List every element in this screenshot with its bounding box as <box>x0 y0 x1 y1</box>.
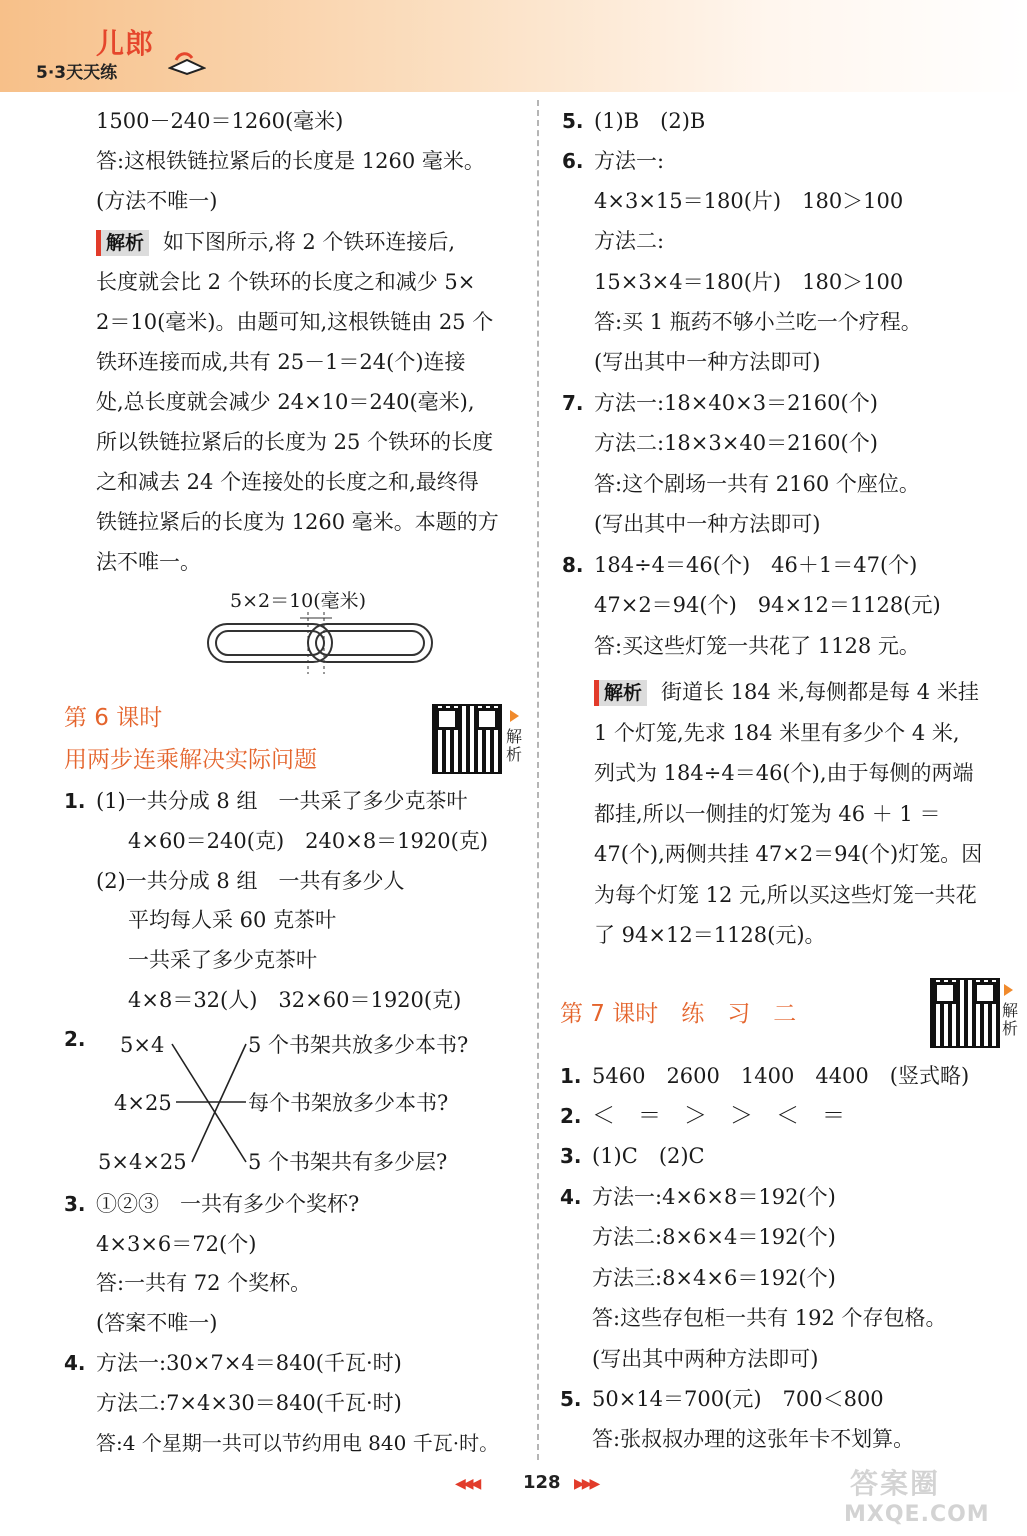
analysis-text: 法不唯一。 <box>96 550 201 574</box>
answer-line: 答:买这些灯笼一共花了 1128 元。 <box>594 634 920 658</box>
question-number: 7. <box>562 391 584 415</box>
answer-line: 4×3×6＝72(个) <box>96 1232 257 1256</box>
answer-line: 方法二: <box>594 229 665 253</box>
question-number: 2. <box>560 1104 582 1128</box>
answer-line: (1)一共分成 8 组 一共采了多少克茶叶 <box>96 789 468 813</box>
match-left-item: 5×4 <box>120 1033 165 1057</box>
question-number: 8. <box>562 553 584 577</box>
answer-line: 4×60＝240(克) 240×8＝1920(克) <box>128 829 489 853</box>
answer-line: 15×3×4＝180(片) 180＞100 <box>594 270 904 294</box>
watermark-url: MXQE.COM <box>844 1502 990 1527</box>
analysis-text: 如下图所示,将 2 个铁环连接后, <box>163 230 456 254</box>
analysis-text: 1 个灯笼,先求 184 米里有多少个 4 米, <box>594 721 960 745</box>
answer-line: 50×14＝700(元) 700＜800 <box>592 1387 884 1411</box>
analysis-text: 处,总长度就会减少 24×10＝240(毫米), <box>96 390 475 414</box>
question-number: 6. <box>562 149 584 173</box>
answer-line: 答:买 1 瓶药不够小兰吃一个疗程。 <box>594 310 922 334</box>
figure-label: 5×2＝10(毫米) <box>230 590 367 612</box>
column-divider <box>537 100 539 1460</box>
answer-line: 方法二:18×3×40＝2160(个) <box>594 431 878 455</box>
question-number: 4. <box>64 1351 86 1375</box>
analysis-text: 47(个),两侧共挂 47×2＝94(个)灯笼。因 <box>594 842 983 866</box>
answer-line: (2)一共分成 8 组 一共有多少人 <box>96 869 405 893</box>
answer-line: 5460 2600 1400 4400 (竖式略) <box>592 1064 970 1088</box>
analysis-tag: 解析 <box>594 680 647 706</box>
qr-label: 解析 <box>506 727 523 764</box>
answer-line: 4×8＝32(人) 32×60＝1920(克) <box>128 988 462 1012</box>
analysis-text: 铁环连接而成,共有 25－1＝24(个)连接 <box>96 350 466 374</box>
analysis-text: 为每个灯笼 12 元,所以买这些灯笼一共花 <box>594 883 977 907</box>
answer-line: 答:4 个星期一共可以节约用电 840 千瓦·时。 <box>96 1431 500 1455</box>
analysis-first-line <box>96 227 455 257</box>
prev-page-arrows[interactable]: ◀◀◀ <box>455 1476 479 1492</box>
answer-line: (答案不唯一) <box>96 1311 218 1335</box>
answer-line: (1)B (2)B <box>594 109 706 133</box>
match-right-item: 5 个书架共放多少本书? <box>248 1033 469 1057</box>
chain-links-figure <box>200 612 440 674</box>
question-number: 1. <box>64 789 86 813</box>
answer-line: 184÷4＝46(个) 46＋1＝47(个) <box>594 553 918 577</box>
analysis-text: 所以铁链拉紧后的长度为 25 个铁环的长度 <box>96 430 494 454</box>
answer-line: (写出其中一种方法即可) <box>594 350 821 374</box>
question-number: 1. <box>560 1064 582 1088</box>
match-left-item: 5×4×25 <box>98 1150 187 1174</box>
lesson-title: 第 7 课时 练 习 二 <box>560 1001 797 1027</box>
answer-line: 方法二:7×4×30＝840(千瓦·时) <box>96 1391 402 1415</box>
lesson-title: 第 6 课时 <box>64 705 163 731</box>
analysis-text: 长度就会比 2 个铁环的长度之和减少 5× <box>96 270 476 294</box>
answer-line: 答:这些存包柜一共有 192 个存包格。 <box>592 1306 947 1330</box>
header-band <box>0 0 1027 92</box>
answer-line: 平均每人采 60 克茶叶 <box>128 908 337 932</box>
analysis-text: 街道长 184 米,每侧都是每 4 米挂 <box>661 680 979 704</box>
match-right-item: 每个书架放多少本书? <box>248 1091 449 1115</box>
text-line: 答:这根铁链拉紧后的长度是 1260 毫米。 <box>96 149 485 173</box>
question-number: 5. <box>562 109 584 133</box>
question-number: 5. <box>560 1387 582 1411</box>
next-page-arrows[interactable]: ▶▶▶ <box>574 1476 598 1492</box>
matching-lines <box>170 1040 250 1170</box>
question-number: 4. <box>560 1185 582 1209</box>
analysis-text: 列式为 184÷4＝46(个),由于每侧的两端 <box>594 761 974 785</box>
text-line: 1500－240＝1260(毫米) <box>96 109 344 133</box>
analysis-text: 之和减去 24 个连接处的长度之和,最终得 <box>96 470 479 494</box>
book-icon <box>168 50 206 76</box>
answer-line: 方法一: <box>594 149 665 173</box>
question-number: 3. <box>64 1192 86 1216</box>
brand-logo: 儿郎 <box>96 27 155 60</box>
match-right-item: 5 个书架共有多少层? <box>248 1150 448 1174</box>
analysis-text: 2＝10(毫米)。由题可知,这根铁链由 25 个 <box>96 310 494 334</box>
play-icon <box>1004 984 1013 996</box>
answer-line: ＜ ＝ ＞ ＞ ＜ ＝ <box>592 1103 845 1129</box>
analysis-text: 了 94×12＝1128(元)。 <box>594 923 826 947</box>
watermark <box>844 1462 1014 1532</box>
analysis-first-line <box>594 677 979 707</box>
analysis-tag: 解析 <box>96 230 149 256</box>
answer-line: 一共采了多少克茶叶 <box>128 948 317 972</box>
analysis-text: 铁链拉紧后的长度为 1260 毫米。本题的方 <box>96 510 499 534</box>
watermark-title: 答案圈 <box>850 1467 941 1500</box>
lesson-subtitle: 用两步连乘解决实际问题 <box>64 747 317 773</box>
answer-line: 方法三:8×4×6＝192(个) <box>592 1266 836 1290</box>
answer-line: (1)C (2)C <box>592 1144 705 1168</box>
qr-code[interactable] <box>930 978 1000 1048</box>
answer-line: 方法一:18×40×3＝2160(个) <box>594 391 878 415</box>
answer-line: 答:一共有 72 个奖杯。 <box>96 1271 312 1295</box>
analysis-text: 都挂,所以一侧挂的灯笼为 46 ＋ 1 ＝ <box>594 802 941 826</box>
answer-line: (写出其中一种方法即可) <box>594 512 821 536</box>
page-number: 128 <box>523 1472 561 1493</box>
answer-line: 47×2＝94(个) 94×12＝1128(元) <box>594 593 941 617</box>
answer-line: 方法一:4×6×8＝192(个) <box>592 1185 836 1209</box>
question-number: 3. <box>560 1144 582 1168</box>
play-icon <box>510 710 519 722</box>
brand-series-name: 5·3天天练 <box>36 63 118 83</box>
qr-label: 解析 <box>1002 1001 1019 1038</box>
answer-line: 4×3×15＝180(片) 180＞100 <box>594 189 904 213</box>
answer-line: ①②③ 一共有多少个奖杯? <box>96 1192 360 1216</box>
answer-line: 方法一:30×7×4＝840(千瓦·时) <box>96 1351 402 1375</box>
answer-line: 答:这个剧场一共有 2160 个座位。 <box>594 472 920 496</box>
answer-line: 答:张叔叔办理的这张年卡不划算。 <box>592 1427 915 1451</box>
text-line: (方法不唯一) <box>96 189 218 213</box>
answer-line: (写出其中两种方法即可) <box>592 1347 819 1371</box>
answer-line: 方法二:8×6×4＝192(个) <box>592 1225 836 1249</box>
qr-code[interactable] <box>432 704 502 774</box>
match-left-item: 4×25 <box>114 1091 172 1115</box>
question-number: 2. <box>64 1027 86 1051</box>
